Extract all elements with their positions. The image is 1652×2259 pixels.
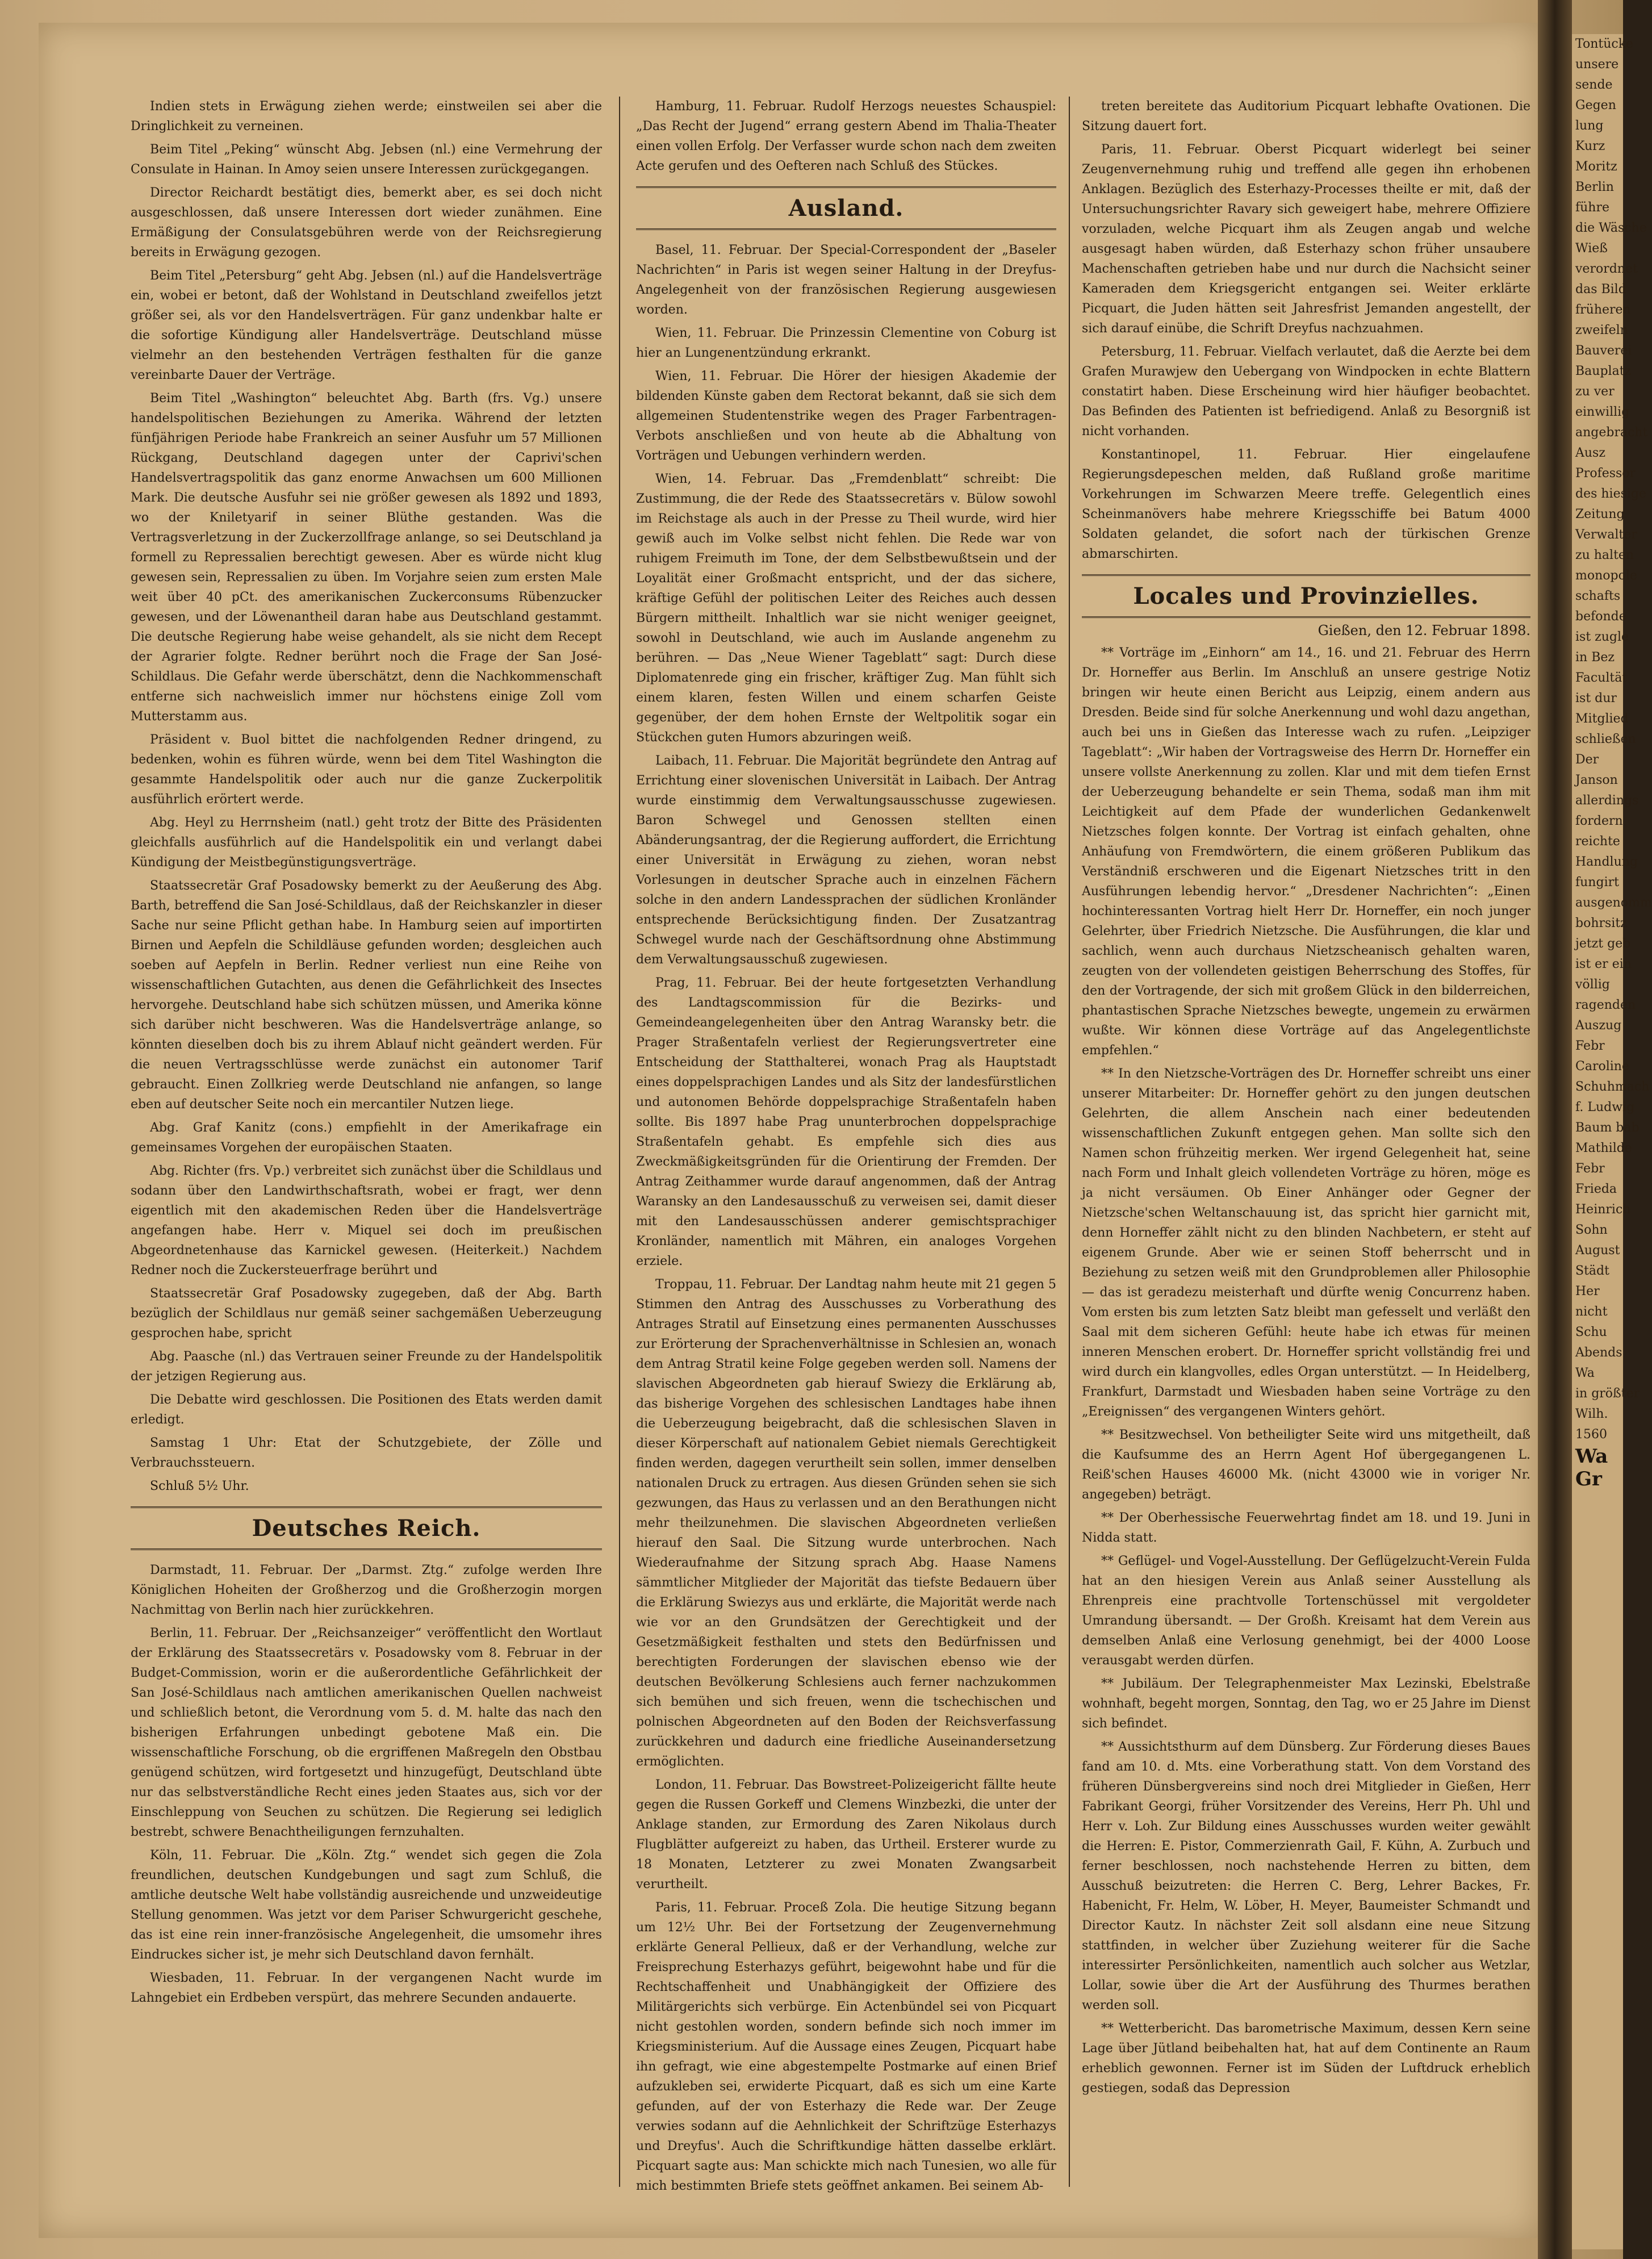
adjacent-page-fragment: Heinrich [1575,1202,1631,1217]
adjacent-page-fragment: einwillig [1575,405,1630,419]
adjacent-page-fragment: Bauplatz [1575,364,1632,378]
adjacent-page-fragment: das Bild [1575,282,1626,297]
adjacent-page-fragment: f. Ludwig [1575,1100,1635,1114]
adjacent-page-fragment: Kurz [1575,139,1605,153]
article-paragraph: Laibach, 11. Februar. Die Majorität begründete den Antrag auf Errichtung einer slovenischen Universität in Laibach. Der Antrag wurde einstimmig dem Verwaltungsausschusse zugewiesen. Baron Schwegel und Genossen stellten einen Abänderungsantrag, der die Regierung auffordert, die Errichtung einer Universität in Erwägung zu ziehen, woran nebst Vorlesungen in deutscher Sprache auch in einzelnen Fächern solche in den andern Landessprachen der südlichen Kronländer entsprechende Berücksichtigung finden. Der Zusatzantrag Schwegel wurde nach der Geschäftsordnung ohne Abstimmung dem Verwaltungsausschuß zugewiesen. [636,754,1056,967]
article-paragraph: Abg. Paasche (nl.) das Vertrauen seiner Freunde zu der Handelspolitik der jetzigen Regierung aus. [131,1350,602,1384]
adjacent-page-fragment: Wilh. [1575,1407,1608,1421]
article-paragraph: ** Jubiläum. Der Telegraphenmeister Max Lezinski, Ebelstraße wohnhaft, begeht morgen, Sonntag, den Tag, wo er 25 Jahre im Dienst sich befindet. [1082,1677,1530,1731]
adjacent-page-fragment: jetzt geb [1575,937,1631,951]
adjacent-page-fragment: Schu [1575,1325,1607,1339]
foreign-news-continued [1082,97,1530,564]
adjacent-page-fragment: verordnet [1575,262,1638,276]
ausland-articles [636,240,1056,2196]
adjacent-page-fragment: monopole [1575,569,1637,583]
article-paragraph: Paris, 11. Februar. Oberst Picquart widerlegt bei seiner Zeugenvernehmung ruhig und treffend alle gegen ihn erhobenen Anklagen. Bezüglich des Esterhazy-Processes theilte er mit, daß der Untersuchungsrichter Ravary sich geweigert habe, mehrere Offiziere vorzuladen, welche Picquart ihm als Zeugen angab und welche ausgesagt haben würden, daß Esterhazy schon früher unsaubere Machenschaften getrieben habe und nur durch die Nachsicht seiner Kameraden dem Kriegsgericht entgangen sei. Weiter erklärte Picquart, die Juden hätten seit Jahresfrist Jemanden angestellt, der sich darauf einübe, die Schrift Dreyfus nachzuahmen. [1082,143,1530,336]
column-3 [1082,97,1530,2187]
adjacent-page-fragment: Mathilde [1575,1141,1632,1155]
article-paragraph: Hamburg, 11. Februar. Rudolf Herzogs neuestes Schauspiel: „Das Recht der Jugend“ errang gestern Abend im Thalia-Theater einen vollen Erfolg. Der Verfasser wurde schon nach dem zweiten Acte gerufen und des Oefteren nach Schluß des Stückes. [636,99,1056,173]
article-paragraph: ** Wetterbericht. Das barometrische Maximum, dessen Kern seine Lage über Jütland beibehalten hat, hat auf dem Continente an Raum erheblich gewonnen. Ferner ist im Süden der Luftdruck erheblich gestiegen, sodaß das Depression [1082,2022,1530,2095]
article-paragraph: Staatssecretär Graf Posadowsky bemerkt zu der Aeußerung des Abg. Barth, betreffend die San José-Schildlaus, daß der Reichskanzler in dieser Sache nur seine Pflicht gethan habe. In Hamburg seien auf importirten Birnen und Aepfeln die Schildläuse gefunden worden; desgleichen auch soeben auf Aepfeln in Berlin. Redner verliest nun eine Reihe von wissenschaftlichen Gutachten, aus denen die Gefährlichkeit des Insectes hervorgehe. Deutschland habe sich schützen müssen, und Amerika könne sich darüber nicht beschweren. Was die Handelsverträge anlange, so könnten dieselben doch bis zu ihrem Ablauf nicht geändert werden. Für die neuen Vertragsschlüsse werde zunächst ein autonomer Tarif gebraucht. Einen Zollkrieg werde Deutschland nie anfangen, so lange eben auf deutscher Seite noch ein mercantiler Nutzen liege. [131,879,602,1112]
article-paragraph: Indien stets in Erwägung ziehen werde; einstweilen sei aber die Dringlichkeit zu verneinen. [131,99,602,133]
book-gutter [1538,0,1572,2259]
article-paragraph: ** Der Oberhessische Feuerwehrtag findet am 18. und 19. Juni in Nidda statt. [1082,1511,1530,1545]
adjacent-page-fragment: Auszug [1575,1018,1622,1033]
adjacent-page-fragment: ist dur [1575,691,1617,705]
adjacent-page-fragment: ist zugle [1575,630,1629,644]
article-paragraph: Wien, 11. Februar. Die Hörer der hiesigen Akademie der bildenden Künste gaben dem Rectorat bekannt, daß sie sich dem allgemeinen Studentenstrike wegen des Prager Farbentragen-Verbots anschließen und von heute ab die Abhaltung von Vorträgen und Uebungen verhindern werden. [636,369,1056,463]
adjacent-page-fragment: lung [1575,119,1604,133]
article-paragraph: Beim Titel „Petersburg“ geht Abg. Jebsen (nl.) auf die Handelsverträge ein, wobei er betont, daß der Wohlstand in Deutschland zweifellos jetzt größer sei, als vor den Handelsverträgen. Für ganz undenkbar halte er die sofortige Kündigung aller Handelsverträge. Deutschland müsse vielmehr an den bestehenden Verträgen festhalten für die ganze vereinbarte Dauer der Verträge. [131,269,602,382]
article-paragraph: Petersburg, 11. Februar. Vielfach verlautet, daß die Aerzte bei dem Grafen Murawjew den Uebergang von Windpocken in echte Blattern constatirt haben. Diese Erscheinung wird hier häufiger beobachtet. Das Befinden des Patienten ist befriedigend. Anlaß zu Besorgniß ist nicht vorhanden. [1082,345,1530,439]
adjacent-page-fragment: führe [1575,201,1610,215]
article-paragraph: Director Reichardt bestätigt dies, bemerkt aber, es sei doch nicht ausgeschlossen, daß unsere Interessen dort wieder zunähmen. Eine Ermäßigung der Consulatsgebühren werde von der Reichsregierung bereits in Erwägung gezogen. [131,186,602,260]
deutsches-reich-articles [131,1560,602,2008]
article-paragraph: Darmstadt, 11. Februar. Der „Darmst. Ztg.“ zufolge werden Ihre Königlichen Hoheiten der Großherzog und die Großherzogin morgen Nachmittag von Berlin nach hier zurückkehren. [131,1563,602,1617]
adjacent-page-fragment: Febr [1575,1162,1605,1176]
adjacent-page-fragment: Baum bab [1575,1121,1640,1135]
adjacent-page-fragment: reichte [1575,834,1620,849]
article-paragraph: Beim Titel „Peking“ wünscht Abg. Jebsen (nl.) eine Vermehrung der Consulate in Hainan. In Amoy seien unsere Interessen zurückgegangen. [131,143,602,177]
adjacent-page-fragment: zu ver [1575,385,1615,399]
adjacent-page-fragment: Mitglied [1575,712,1629,726]
article-paragraph: ** Besitzwechsel. Von betheiligter Seite wird uns mitgetheilt, daß die Kaufsumme des an Herrn Agent Hof übergegangenen L. Reiß'schen Hauses 46000 Mk. (nicht 43000 wie in voriger Nr. angegeben) beträgt. [1082,1428,1530,1502]
adjacent-page-fragment: bohrsitz [1575,916,1627,930]
adjacent-page-fragment: Facultät [1575,671,1628,685]
article-paragraph: Berlin, 11. Februar. Der „Reichsanzeiger“ veröffentlicht den Wortlaut der Erklärung des Staatssecretärs v. Posadowsky vom 8. Februar in der Budget-Commission, worin er die außerordentliche Gefährlichkeit der San José-Schildlaus nach amtlichen amerikanischen Quellen nachweist und schließlich betont, die Verordnung vom 5. d. M. halte das nach den bisherigen Erfahrungen unbedingt gebotene Maß ein. Die wissenschaftliche Forschung, ob die ergriffenen Maßregeln den Obstbau genügend schützen, wird fortgesetzt und hinzugefügt, Deutschland übte nur das selbstverständliche Recht eines jeden Staates aus, sich vor der Einschleppung von Seuchen zu schützen. Die Regierung sei lediglich bestrebt, schwere Benachtheiligungen fernzuhalten. [131,1626,602,1839]
article-paragraph: Präsident v. Buol bittet die nachfolgenden Redner dringend, zu bedenken, wohin es führen würde, wenn bei dem Titel Washington die gesammte Handelspolitik oder auch nur die ganze Zuckerpolitik ausführlich erörtert werde. [131,733,602,807]
article-paragraph: Abg. Richter (frs. Vp.) verbreitet sich zunächst über die Schildlaus und sodann über den Landwirthschaftsrath, wobei er fragt, wer denn eigentlich mit den akademischen Reden über die Handelsverträge angefangen habe. Herr v. Miquel sei doch im preußischen Abgeordnetenhause das Karnickel gewesen. (Heiterkeit.) Nachdem Redner noch die Zuckersteuerfrage berührt und [131,1164,602,1277]
article-paragraph: Beim Titel „Washington“ beleuchtet Abg. Barth (frs. Vg.) unsere handelspolitischen Beziehungen zu Amerika. Während der letzten fünfjährigen Periode habe Frankreich an seiner Ausfuhr um 57 Millionen Rückgang, Deutschland dagegen unter der Caprivi'schen Handelsvertragspolitik das ganz enorme Anwachsen um 600 Millionen Mark. Die deutsche Ausfuhr sei nie größer gewesen als 1892 und 1893, wo der Kniletyarif in seiner Blüthe gestanden. Was die Vertragsverletzung in der Zuckerzollfrage anlange, so sei Deutschland ja formell zu Repressalien berechtigt gewesen. Aber es würde nicht klug gewesen sein, Repressalien zu üben. Im Vorjahre seien zum ersten Male weit über 40 pCt. des amerikanischen Zuckerconsums Rübenzucker gewesen, und der Löwenantheil daran habe aus Deutschland gestammt. Die deutsche Regierung habe weise gehandelt, als sie nicht dem Recept der Agrarier folgte. Redner berührt noch die Frage der San José-Schildlaus. Die Gefahr werde überschätzt, denn die Nachkommenschaft entferne sich nachweislich immer nur höchstens einige Zoll vom Mutterstamm aus. [131,391,602,724]
adjacent-page-fragment: Professor [1575,466,1636,481]
adjacent-page-fragment: Gegen [1575,98,1616,112]
adjacent-page-fragment: Wa [1575,1366,1595,1380]
adjacent-page-headline-fragment: Wa [1575,1445,1608,1468]
section-heading-locales: Locales und Provinzielles. [1082,574,1530,618]
adjacent-page-fragment: Schuhmach [1575,1080,1650,1094]
adjacent-page-fragment: sende [1575,78,1613,92]
adjacent-page-fragment: zweifeln [1575,323,1628,337]
article-paragraph: treten bereitete das Auditorium Picquart lebhafte Ovationen. Die Sitzung dauert fort. [1082,99,1530,133]
adjacent-page-fragment: die Wäsche [1575,221,1647,235]
column-rule-2 [1069,97,1070,2187]
adjacent-page-fragment: allerdings [1575,794,1639,808]
adjacent-page-fragment: Sohn [1575,1223,1608,1237]
adjacent-page-fragment: Abends [1575,1346,1622,1360]
locales-articles [1082,643,1530,2098]
adjacent-page-fragment: Verwalter [1575,528,1637,542]
adjacent-page-fragment: zu halten [1575,548,1634,562]
adjacent-page-headline-fragment: Gr [1575,1468,1602,1490]
adjacent-page-fragment: Janson [1575,773,1618,787]
adjacent-page-fragment: Berlin [1575,180,1614,194]
article-paragraph: London, 11. Februar. Das Bowstreet-Polizeigericht fällte heute gegen die Russen Gorkeff und Clemens Winzbezki, die unter der Anklage standen, zur Ermordung des Zaren Nikolaus durch Flugblätter aufgereizt zu haben, das Urtheil. Ersterer wurde zu 18 Monaten, Letzterer zu zwei Monaten Zwangsarbeit verurtheilt. [636,1778,1056,1891]
adjacent-page-fragment: ist er ein [1575,957,1632,971]
adjacent-page-fragment: Handlung [1575,855,1638,869]
adjacent-page-fragment: unsere [1575,57,1619,72]
article-paragraph: Konstantinopel, 11. Februar. Hier eingelaufene Regierungsdepeschen melden, daß Rußland große maritime Vorkehrungen im Schwarzen Meere treffe. Gelegentlich eines Scheinmanövers habe mehrere Kriegsschiffe bei Batum 4000 Soldaten gelandet, die sofort nach der türkischen Grenze abmarschirten. [1082,448,1530,561]
adjacent-page-fragment: schließen [1575,732,1636,746]
section-heading-ausland: Ausland. [636,186,1056,230]
article-paragraph: Die Debatte wird geschlossen. Die Positionen des Etats werden damit erledigt. [131,1393,602,1427]
adjacent-page-fragment: Her [1575,1284,1600,1298]
adjacent-page-fragment: nicht [1575,1305,1608,1319]
hamburg-article [636,97,1056,176]
section-heading-deutsches-reich: Deutsches Reich. [131,1506,602,1550]
adjacent-page-fragment: Städt [1575,1264,1609,1278]
article-paragraph: Abg. Heyl zu Herrnsheim (natl.) geht trotz der Bitte des Präsidenten gleichfalls ausführlich auf die Handelspolitik ein und verlangt dabei Kündigung der Meistbegünstigungsverträge. [131,816,602,870]
article-paragraph: Paris, 11. Februar. Proceß Zola. Die heutige Sitzung begann um 12½ Uhr. Bei der Fortsetzung der Zeugenvernehmung erklärte General Pellieux, daß er der Verhandlung, welche zur Freisprechung Esterhazys geführt, beigewohnt habe und für die Rechtschaffenheit und Unabhängigkeit der Offiziere des Militärgerichts sich verbürge. Ein Actenbündel sei von Picquart nicht gestohlen worden, sondern befinde sich noch immer im Kriegsministerium. Auf die Aussage eines Zeugen, Picquart habe ihn gefragt, wie eine abgestempelte Postmarke auf einen Brief aufzukleben sei, erwiderte Picquart, daß es sich um eine Karte gefunden, auf der von Esterhazy die Rede war. Der Zeuge verwies sodann auf die Aehnlichkeit der Schriftzüge Esterhazys und Dreyfus'. Auch die Schriftkundige hätten dasselbe erklärt. Picquart sagte aus: Man schickte mich nach Tunesien, wo alle für mich bestimmten Briefe stets geöffnet ankamen. Bei seinem Ab- [636,1901,1056,2193]
article-paragraph: Wiesbaden, 11. Februar. In der vergangenen Nacht wurde im Lahngebiet ein Erdbeben verspürt, das mehrere Secunden andauerte. [131,1971,602,2005]
adjacent-page-fragment: fordern [1575,814,1623,828]
article-paragraph: Abg. Graf Kanitz (cons.) empfiehlt in der Amerikafrage ein gemeinsames Vorgehen der europäischen Staaten. [131,1121,602,1155]
adjacent-page-fragment: in Bez [1575,650,1615,665]
adjacent-page-fragment: früheren [1575,303,1631,317]
article-paragraph: ** Aussichtsthurm auf dem Dünsberg. Zur Förderung dieses Baues fand am 10. d. Mts. eine Vorberathung statt. Von dem Vorstand des früheren Dünsbergvereins sind noch drei Mitglieder in Gießen, Herr Fabrikant Georgi, früher Vorsitzender des Vereins, Herr Ph. Uhl und Herr v. Loh. Zur Bildung eines Ausschusses wurden weiter gewählt die Herren: E. Pistor, Commerzienrath Gail, F. Kühn, A. Zurbuch und ferner beschlossen, noch nachstehende Herren zu bitten, dem Ausschuß beizutreten: die Herren C. Berg, Lehrer Backes, Fr. Habenicht, Fr. Helm, W. Löber, H. Meyer, Baumeister Schmandt und Director Kautz. In nächster Zeit soll alsdann eine neue Sitzung stattfinden, in welcher über Zuziehung weiterer für die Sache interessirter Persönlichkeiten, namentlich auch solcher aus Wetzlar, Lollar, sowie über die Art der Ausführung des Thurmes berathen werden soll. [1082,1740,1530,2012]
parliament-report [131,97,602,1496]
column-2 [636,97,1056,2193]
column-1 [131,97,602,2187]
adjacent-page-fragment: fungirt [1575,875,1619,890]
adjacent-page-fragment: in größter [1575,1387,1640,1401]
adjacent-page-fragment: ragenden [1575,998,1636,1012]
article-paragraph: Basel, 11. Februar. Der Special-Correspondent der „Baseler Nachrichten“ in Paris ist wegen seiner Haltung in der Dreyfus-Angelegenheit von der französischen Regierung ausgewiesen worden. [636,243,1056,317]
adjacent-page-fragment: befonde [1575,609,1626,624]
adjacent-page-fragment: Caroline [1575,1059,1629,1074]
adjacent-page-fragment: völlig [1575,978,1610,992]
adjacent-page-fragment: Zeitung [1575,507,1625,521]
article-paragraph: Troppau, 11. Februar. Der Landtag nahm heute mit 21 gegen 5 Stimmen den Antrag des Ausschusses zu Vorberathung des Antrages Stratil auf Einsetzung eines permanenten Ausschusses zur Erörterung der Sprachenverhältnisse in Schlesien an, wonach dem Antrag Stratil keine Folge gegeben werden soll. Namens der slavischen Abgeordneten gab hierauf Swiezy die Erklärung ab, das bisherige Vorgehen des schlesischen Landtages habe ihnen die Ueberzeugung beigebracht, daß die schlesischen Slaven in dieser Körperschaft auf nationalem Gebiet niemals Gerechtigkeit finden werden, dagegen verurtheilt sein sollen, immer denselben nationalen Druck zu ertragen. Aus diesen Gründen sehen sie sich gezwungen, das Haus zu verlassen und an den Berathungen nicht mehr theilzunehmen. Die slavischen Abgeordneten verließen hierauf den Saal. Die Sitzung wurde unterbrochen. Nach Wiederaufnahme der Sitzung sprach Abg. Haase Namens sämmtlicher Mitglieder der Majorität das tiefste Bedauern über die Erklärung Swiezys aus und erklärte, die Majorität werde nach wie vor an den Grundsätzen der Gerechtigkeit und der Gesetzmäßigkeit festhalten und stets den Bedürfnissen und berechtigten Forderungen der slavischen ebenso wie der deutschen Bevölkerung Schlesiens auch ferner nachzukommen sich bemühen und sich freuen, wenn die tschechischen und polnischen Abgeordneten auf den Boden der Reichsverfassung zurückkehren und dadurch eine friedliche Auseinandersetzung ermöglichten. [636,1277,1056,1769]
article-paragraph: ** Geflügel- und Vogel-Ausstellung. Der Geflügelzucht-Verein Fulda hat an den hiesigen Verein aus Anlaß seiner Ausstellung als Ehrenpreis eine prachtvolle Tortenschüssel mit vergoldeter Umrandung übersandt. — Der Großh. Kreisamt hat dem Verein aus demselben Anlaß eine Verlosung genehmigt, bei der 4000 Loose verausgabt werden dürfen. [1082,1554,1530,1668]
adjacent-page-fragment: des hiesige [1575,487,1647,501]
adjacent-page-fragment: Frieda [1575,1182,1617,1196]
adjacent-page-fragment: angebracht [1575,425,1648,440]
article-paragraph: ** Vorträge im „Einhorn“ am 14., 16. und 21. Februar des Herrn Dr. Horneffer aus Berlin. Im Anschluß an unsere gestrige Notiz bringen wir heute einen Bericht aus Leipzig, einem andern aus Dresden. Beide sind für solche Anerkennung und wohl dazu angethan, auch bei uns in Gießen das Interesse wach zu rufen. „Leipziger Tageblatt“: „Wir haben der Vortragsweise des Herrn Dr. Horneffer ein unsere vollste Anerkennung zu zollen. Klar und mit dem tiefen Ernst der Ueberzeugung behandelte er sein Thema, sodaß man ihm mit Leichtigkeit auf dem Pfade der wunderlichen Gedankenwelt Nietzsches folgen konnte. Der Vortrag ist einfach gehalten, ohne Anhäufung von Fremdwörtern, die einem größeren Publikum das Verständniß erschweren und die Eigenart Nietzsches tritt in den Ausführungen lebendig hervor.“ „Dresdener Nachrichten“: „Einen hochinteressanten Vortrag hielt Herr Dr. Horneffer, ein noch junger Gelehrter, über Friedrich Nietzsche. Die Ausführungen, die klar und sachlich, wenn auch durchaus Nietzscheanisch gehalten waren, zeugten von der vollendeten geistigen Beherrschung des Stoffes, für den der Vortragende, der sich mit großem Glück in den bilderreichen, phantastischen Sprache Nietzsches bewegte, ungemein zu erwärmen wußte. Wir können diese Vorträge auf das Angelegentlichste empfehlen.“ [1082,646,1530,1058]
adjacent-page-fragment: Wieß [1575,241,1608,256]
column-rule-1 [619,97,620,2187]
adjacent-page-fragment: schafts [1575,589,1621,603]
adjacent-page-edge [1572,34,1652,2249]
adjacent-page-fragment: Moritz [1575,160,1617,174]
article-paragraph: Wien, 14. Februar. Das „Fremdenblatt“ schreibt: Die Zustimmung, die der Rede des Staatssecretärs v. Bülow sowohl im Reichstage als auch in der Presse zu Theil wurde, wird hier gewiß auch im Volke selbst nicht fehlen. Die Rede war von ruhigem Freimuth im Tone, der dem Selbstbewußtsein und der Loyalität einer Großmacht entspricht, und der das sichere, kräftige Gefühl der politischen Leiter des Reiches auch dessen Bürgern mittheilt. Inhaltlich war sie nicht weniger geeignet, sowohl in Deutschland, wie auch im Auslande angenehm zu berühren. — Das „Neue Wiener Tageblatt“ sagt: Durch diese Diplomatenrede ging ein frischer, kräftiger Zug. Man fühlt sich einem klaren, festen Willen und einem scharfen Geiste gegenüber, der dem hohen Ernste der Weltpolitik sogar ein Stückchen guten Humors abzuringen weiß. [636,472,1056,745]
article-paragraph: Prag, 11. Februar. Bei der heute fortgesetzten Verhandlung des Landtagscommission für die Bezirks- und Gemeindeangelegenheiten über den Antrag Waransky betr. die Prager Straßentafeln verliest der Regierungsvertreter eine Entscheidung der Statthalterei, wonach Prag als Hauptstadt eines doppelsprachigen Landes und als Sitz der landesfürstlichen und autonomen Behörde doppelsprachige Straßentafeln haben sollte. Bis 1897 habe Prag ununterbrochen doppelsprachige Straßentafeln gehabt. Es empfehle sich dies aus Zweckmäßigkeitsgründen für die Orientirung der Fremden. Der Antrag Zeithammer wurde darauf angenommen, daß der Antrag Waransky an den Landesausschuß zu verweisen sei, damit dieser mit den Landesausschüssen anderer gemischtsprachiger Kronländer, namentlich mit Mähren, ein analoges Vorgehen erziele. [636,976,1056,1268]
adjacent-page-fragment: 1560 [1575,1427,1607,1442]
adjacent-page-fragment: August [1575,1243,1620,1258]
dateline: Gießen, den 12. Februar 1898. [1318,623,1530,638]
adjacent-page-fragment: ausgenomm [1575,896,1652,910]
article-paragraph: Staatssecretär Graf Posadowsky zugegeben, daß der Abg. Barth bezüglich der Schildlaus nur gemäß seiner sachgemäßen Ueberzeugung gesprochen habe, spricht [131,1287,602,1341]
article-paragraph: ** In den Nietzsche-Vorträgen des Dr. Horneffer schreibt uns einer unserer Mitarbeiter: Dr. Horneffer gehört zu den jungen deutschen Gelehrten, die allem Anschein nach einer bedeutenden wissenschaftlichen Zukunft entgegen gehen. Man sollte sich den Namen schon frühzeitig merken. Wer irgend Gelegenheit hat, seine nach Form und Inhalt gleich vollendeten Vorträge zu hören, möge es ja nicht versäumen. Ob Einer Anhänger oder Gegner der Nietzsche'schen Weltanschauung ist, das spricht hier garnicht mit, denn Horneffer zählt nicht zu den blinden Nachbetern, er steht auf eigenem Grunde. Aber wie er seinen Stoff beherrscht und in Beziehung zu setzen weiß mit den Grundproblemen aller Philosophie — das ist geradezu meisterhaft und dürfte wenig Concurrenz haben. Vom ersten bis zum letzten Satz bleibt man gefesselt und verläßt den Saal mit dem sicheren Gefühl: heute habe ich etwas für meinen inneren Menschen erobert. Dr. Horneffer spricht vollständig frei und wird durch ein klangvolles, edles Organ unterstützt. — In Heidelberg, Frankfurt, Darmstadt und Wiesbaden haben seine Vorträge zu den „Ereignissen“ des vergangenen Winters gehört. [1082,1067,1530,1419]
article-paragraph: Köln, 11. Februar. Die „Köln. Ztg.“ wendet sich gegen die Zola freundlichen, deutschen Kundgebungen und sagt zum Schluß, die amtliche deutsche Welt habe vollständig ausreichende und unzweideutige Stellung genommen. Was jetzt vor dem Pariser Schwurgericht geschehe, das ist eine rein inner-französische Angelegenheit, die umsomehr ihres Eindruckes sicher ist, je mehr sich Deutschland davon fernhält. [131,1848,602,1962]
article-paragraph: Schluß 5½ Uhr. [150,1479,249,1493]
article-paragraph: Wien, 11. Februar. Die Prinzessin Clementine von Coburg ist hier an Lungenentzündung erkrankt. [636,326,1056,360]
adjacent-page-fragment: Der [1575,753,1599,767]
adjacent-page-fragment: Bauverei [1575,344,1632,358]
adjacent-page-fragment: Ausz [1575,446,1605,460]
adjacent-page-fragment: Tontücke [1575,37,1634,51]
adjacent-page-fragment: Febr [1575,1039,1605,1053]
article-paragraph: Samstag 1 Uhr: Etat der Schutzgebiete, der Zölle und Verbrauchssteuern. [131,1436,602,1470]
